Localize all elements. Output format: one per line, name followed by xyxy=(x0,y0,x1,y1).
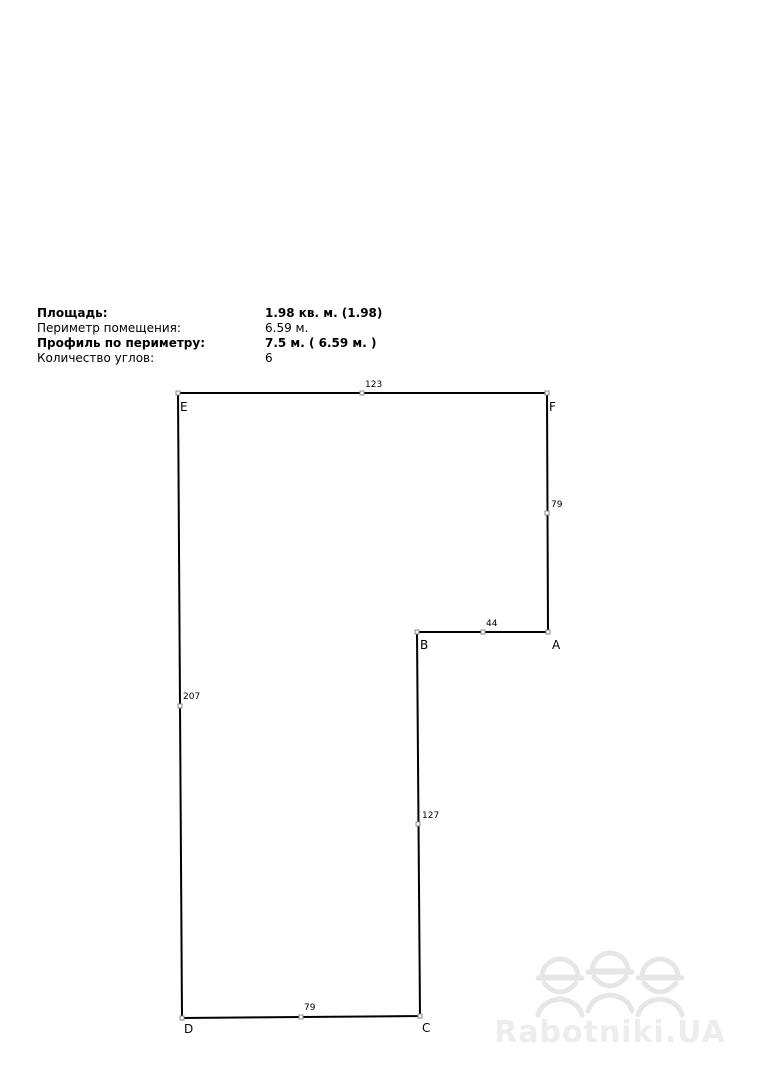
area-label: Площадь: xyxy=(37,306,108,320)
edge-label-ab: 44 xyxy=(486,619,498,629)
vertex-label-b: B xyxy=(420,638,429,652)
edge-node-cd[interactable] xyxy=(299,1015,303,1019)
node-b[interactable] xyxy=(415,630,419,634)
watermark xyxy=(480,945,740,1060)
profile-label: Профиль по периметру: xyxy=(37,336,205,350)
edge-node-fa[interactable] xyxy=(545,511,549,515)
edge-label-fa: 79 xyxy=(551,500,563,510)
node-f[interactable] xyxy=(545,391,549,395)
area-value: 1.98 кв. м. (1.98) xyxy=(265,306,383,320)
corners-value: 6 xyxy=(265,351,273,365)
edge-label-de: 207 xyxy=(183,692,201,702)
vertex-label-f: F xyxy=(549,400,556,414)
perimeter-value: 6.59 м. xyxy=(265,321,309,335)
vertex-label-c: C xyxy=(422,1021,431,1035)
edge-node-ab[interactable] xyxy=(481,630,485,634)
corner-nodes xyxy=(176,391,550,1020)
vertex-label-a: A xyxy=(552,638,561,652)
vertex-label-e: E xyxy=(180,400,188,414)
edge-nodes xyxy=(178,391,549,1019)
profile-value: 7.5 м. ( 6.59 м. ) xyxy=(265,336,377,350)
node-a[interactable] xyxy=(546,630,550,634)
node-e[interactable] xyxy=(176,391,180,395)
edge-label-bc: 127 xyxy=(422,811,440,821)
room-outline xyxy=(178,393,548,1018)
edge-label-cd: 79 xyxy=(304,1003,316,1013)
node-c[interactable] xyxy=(418,1014,422,1018)
watermark-text: Rabotniki.UA xyxy=(494,1015,726,1050)
perimeter-label: Периметр помещения: xyxy=(37,321,181,335)
edge-node-bc[interactable] xyxy=(416,822,420,826)
node-d[interactable] xyxy=(180,1016,184,1020)
edge-node-de[interactable] xyxy=(178,704,182,708)
edge-node-ef[interactable] xyxy=(360,391,364,395)
workers-logo-icon xyxy=(480,945,740,1020)
edge-label-ef: 123 xyxy=(365,380,383,390)
vertex-label-d: D xyxy=(184,1022,194,1036)
corners-label: Количество углов: xyxy=(37,351,155,365)
